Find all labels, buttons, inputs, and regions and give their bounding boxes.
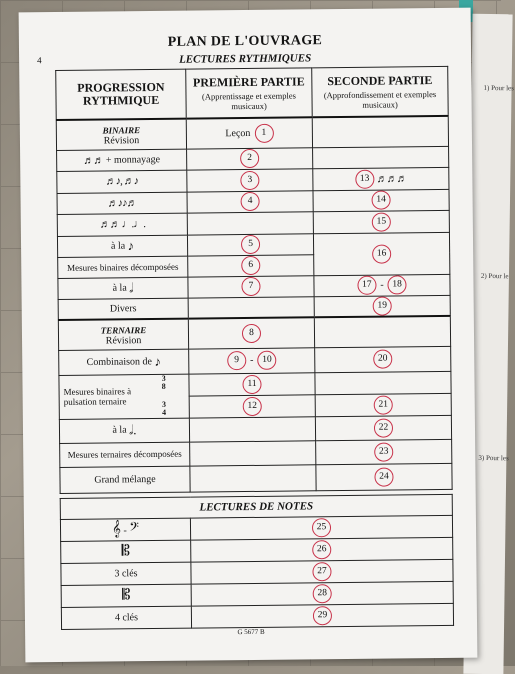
rhythm-icon: ♬♬ [83,154,104,167]
page-number: 4 [37,55,42,66]
lesson-number: 28 [313,584,332,603]
col-header-premiere: PREMIÈRE PARTIE (Apprentissage et exemples musicaux) [186,68,313,119]
lesson-number: 23 [374,442,393,461]
lesson-number: 14 [371,190,390,209]
lesson-number: 21 [374,395,393,414]
lesson-number: 19 [373,296,392,315]
lesson-number: 10 [257,351,276,370]
bass-clef-icon: 𝄢 [129,521,140,538]
table-row: BINAIRE Révision Leçon 1 [56,116,448,150]
tenor-clef-icon: 𝄡 [121,587,131,604]
table-row: Combinaison de ♪ 9 - 10 20 [59,346,451,375]
lesson-number: 16 [372,244,391,263]
col-header-progression: PROGRESSION RYTHMIQUE [56,69,187,120]
lesson-number: 18 [388,275,407,294]
table-row: Grand mélange 24 [60,463,452,493]
side-text-3: 3) Pour les [478,453,509,463]
table-row: 𝄞 - 𝄢 25 [60,515,452,541]
rhythm-icon: ♬♬ ♩.♩. [99,218,146,231]
lesson-number: 25 [312,518,331,537]
time-signature-3-8: 3 8 [161,373,166,391]
lesson-number: 8 [242,324,261,343]
lesson-number: 9 [227,351,246,370]
lesson-number: 7 [241,277,260,296]
lesson-number: 24 [374,467,393,486]
lesson-number: 4 [241,192,260,211]
table-row: à la 𝅗𝅥. 22 [59,415,451,443]
lesson-number: 26 [312,540,331,559]
lesson-number: 29 [313,606,332,625]
lesson-number: 17 [357,276,376,295]
table-row: Mesures ternaires décomposées 23 [60,439,452,467]
alto-clef-icon: 𝄡 [121,543,131,560]
table-row: à la 𝅗𝅥 7 17 - 18 [58,274,450,299]
catalog-footer: G 5677 B [237,627,265,637]
section-binaire: BINAIRE [102,124,141,136]
lecon-label: Leçon [225,127,251,139]
rhythm-icon: ♬♪♪♬ [107,196,137,209]
treble-clef-icon: 𝄞 [112,521,122,538]
half-note-icon: 𝅗𝅥 [129,279,134,295]
lesson-number: 3 [240,170,259,189]
rhythm-table [55,66,452,494]
lesson-number: 12 [243,396,262,415]
lesson-number: 2 [240,149,259,168]
lesson-number: 20 [373,349,392,368]
eighth-note-icon: ♪ [154,353,161,369]
rhythm-icon: ♬♬♬ [376,172,407,185]
dotted-half-note-icon: 𝅗𝅥. [129,422,137,438]
lesson-number: 15 [372,212,391,231]
side-text-1: 1) Pour les [483,83,514,93]
time-signature-3-4: 3 4 [161,399,167,417]
book-page [19,8,478,663]
table-row: TERNAIRE Révision 8 [58,316,450,350]
side-text-2: 2) Pour le [480,271,509,281]
section-ternaire: TERNAIRE [100,324,147,336]
notes-header: LECTURES DE NOTES [60,494,452,519]
table-row: Mesures binaires à pulsation ternaire 3 8 3 4 11 [59,371,451,397]
table-row: Divers 19 [58,295,450,320]
lesson-number: 22 [374,418,393,437]
page-subtitle: LECTURES RYTHMIQUES [178,52,312,66]
page-title: PLAN DE L'OUVRAGE [167,33,323,50]
col-header-seconde: SECONDE PARTIE (Approfondissement et exemples musicaux) [312,66,449,117]
table-row: Mesures binaires décomposées 6 [58,253,450,278]
table-row: ♬♬ + monnayage 2 [57,146,449,171]
notes-table [60,494,454,630]
table-row: à la ♪ 5 16 [57,232,449,257]
lesson-number: 11 [242,374,261,393]
lesson-number: 5 [241,235,260,254]
lesson-number: 13 [355,169,374,188]
table-row: 3 clés 27 [61,559,453,585]
table-row: 4 clés 29 [61,603,453,629]
eighth-note-icon: ♪ [127,237,135,253]
lesson-number: 27 [312,562,331,581]
lesson-number: 6 [241,256,260,275]
rhythm-icon: ♬♪, ♬♪ [105,175,139,188]
lesson-number: 1 [254,123,273,142]
